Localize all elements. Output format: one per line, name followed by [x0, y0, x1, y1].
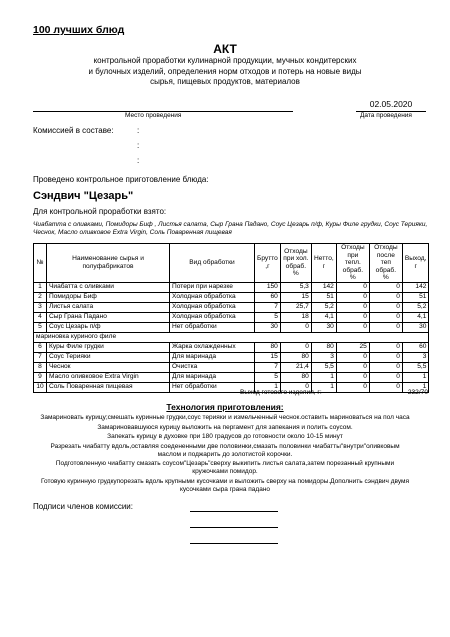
commission-colon: : — [137, 126, 140, 135]
cell-netto: 30 — [311, 322, 336, 332]
cell-processing: Жарка охлажденных — [170, 342, 255, 352]
cell-netto: 5,2 — [311, 302, 336, 312]
act-subtitle-line: и булочных изделий, определения норм отходов и потерь на новые виды — [88, 66, 362, 76]
cell-brutto: 7 — [255, 302, 281, 312]
cell-waste-after: 0 — [369, 372, 402, 382]
cell-processing: Холодная обработка — [170, 292, 255, 302]
col-output: Выход, г — [402, 244, 429, 283]
place-label: Место проведения — [125, 112, 182, 119]
section-label: мариновка куриного филе — [34, 332, 429, 342]
table-row — [34, 292, 429, 302]
cell-waste-cold: 15 — [280, 292, 311, 302]
cell-num: 5 — [34, 322, 47, 332]
commission-colon: : — [137, 141, 140, 150]
cell-waste-cold: 0 — [280, 382, 311, 392]
technology-line: Разрезать чиабатту вдоль,оставляя соедененными две половинки,смазать половинки чиабатты"внутри"оливковым маслом и поджарить до золотистой корочки. — [50, 442, 400, 458]
col-brutto: Брутто ,г — [255, 244, 281, 283]
cell-netto: 5,5 — [311, 362, 336, 372]
cell-brutto: 80 — [255, 342, 281, 352]
signature-line — [190, 511, 278, 512]
cell-waste-hot: 0 — [336, 282, 369, 292]
col-name: Наименование сырья и полуфабрикатов — [47, 244, 170, 283]
signature-line — [190, 527, 278, 528]
table-row — [34, 322, 429, 332]
act-subtitle-line: сырья, пищевых продуктов, материалов — [150, 77, 300, 86]
ingredients-table — [33, 243, 429, 393]
cell-name: Куры Филе грудки — [47, 342, 170, 352]
cell-num: 7 — [34, 352, 47, 362]
technology-line: Подготовленную чиабатту смазать соусом"Цезарь"сверху выкипить листья салата,затем порезанный крупными кружочками помидор. — [55, 460, 395, 475]
technology-line: Замариновать курицу;смешать куринные грудки,соус терияки и измельченный чеснок.оставить мариноваться на пол часа — [40, 414, 410, 421]
cell-waste-hot: 25 — [336, 342, 369, 352]
technology-line: Замариновавшуюся курицу выложить на пергамент для запекания и полить соусом. — [97, 423, 353, 431]
cell-name: Соль Поваренная пищевая — [47, 382, 170, 392]
cell-netto: 1 — [311, 372, 336, 382]
cell-output: 51 — [402, 292, 429, 302]
table-row — [34, 352, 429, 362]
col-waste-cold: Отходы при хол. обраб. % — [280, 244, 311, 283]
cell-waste-cold: 18 — [280, 312, 311, 322]
cell-name: Сыр Грана Падано — [47, 312, 170, 322]
cell-waste-after: 0 — [369, 302, 402, 312]
col-waste-after: Отходы после теп обраб. % — [369, 244, 402, 283]
cell-brutto: 15 — [255, 352, 281, 362]
col-num: № — [34, 244, 47, 283]
cell-output: 60 — [402, 342, 429, 352]
date-label: Дата проведения — [360, 112, 412, 119]
cell-waste-hot: 0 — [336, 362, 369, 372]
table-row — [34, 312, 429, 322]
preparation-text: Проведено контрольное приготовление блюда: — [33, 175, 209, 184]
cell-netto: 80 — [311, 342, 336, 352]
cell-name: Листья салата — [47, 302, 170, 312]
technology-text — [40, 414, 410, 495]
cell-output: 3 — [402, 352, 429, 362]
cell-waste-hot: 0 — [336, 312, 369, 322]
cell-brutto: 7 — [255, 362, 281, 372]
cell-processing: Очистка — [170, 362, 255, 372]
cell-netto: 3 — [311, 352, 336, 362]
ingredients-note: Чиабатта с оливками, Помидоры Биф , Листья салата, Сыр Грана Падано, Соус Цезарь п/ф, Куры Филе грудки, Соус Терияки, Чеснок, Масло оливковое Extra Virgin, Соль Поваренная пищевая — [33, 221, 428, 236]
cell-waste-after: 0 — [369, 322, 402, 332]
commission-colon: : — [137, 156, 140, 165]
cell-waste-after: 0 — [369, 342, 402, 352]
cell-name: Чеснок — [47, 362, 170, 372]
cell-num: 1 — [34, 282, 47, 292]
table-header-row — [34, 244, 429, 283]
cell-num: 8 — [34, 362, 47, 372]
cell-num: 9 — [34, 372, 47, 382]
cell-processing: Холодная обработка — [170, 302, 255, 312]
cell-processing: Нет обработки — [170, 382, 255, 392]
cell-netto: 1 — [311, 382, 336, 392]
cell-num: 10 — [34, 382, 47, 392]
technology-line: Запекать курицу в духовке при 180 градусов до готовности около 10-15 минут — [107, 433, 343, 440]
taken-label: Для контрольной проработки взято: — [33, 207, 167, 216]
cell-brutto: 1 — [255, 382, 281, 392]
cell-netto: 51 — [311, 292, 336, 302]
cell-brutto: 30 — [255, 322, 281, 332]
cell-waste-after: 0 — [369, 362, 402, 372]
cell-waste-hot: 0 — [336, 352, 369, 362]
cell-output: 4,1 — [402, 312, 429, 322]
table-row — [34, 372, 429, 382]
cell-output: 5,5 — [402, 362, 429, 372]
col-waste-hot: Отходы при тепл. обраб. % — [336, 244, 369, 283]
cell-netto: 142 — [311, 282, 336, 292]
section-row — [34, 332, 429, 342]
cell-processing: Для маринада — [170, 372, 255, 382]
table-row — [34, 342, 429, 352]
cell-num: 4 — [34, 312, 47, 322]
cell-waste-cold: 0 — [280, 322, 311, 332]
table-row — [34, 362, 429, 372]
yield-label: Выход готового изделия, г: — [240, 389, 322, 396]
cell-netto: 4,1 — [311, 312, 336, 322]
technology-title: Технология приготовления: — [166, 402, 284, 412]
col-processing: Вид обработки — [170, 244, 255, 283]
cell-waste-cold: 80 — [280, 352, 311, 362]
cell-num: 3 — [34, 302, 47, 312]
cell-processing: Для маринада — [170, 352, 255, 362]
table-row — [34, 302, 429, 312]
cell-output: 142 — [402, 282, 429, 292]
cell-output: 1 — [402, 372, 429, 382]
cell-waste-after: 0 — [369, 282, 402, 292]
cell-waste-cold: 80 — [280, 372, 311, 382]
cell-waste-hot: 0 — [336, 382, 369, 392]
cell-processing: Нет обработки — [170, 322, 255, 332]
cell-processing: Потери при нарезке — [170, 282, 255, 292]
cell-waste-cold: 21,4 — [280, 362, 311, 372]
cell-waste-cold: 25,7 — [280, 302, 311, 312]
cell-name: Чиабатта с оливками — [47, 282, 170, 292]
cell-name: Соус Терияки — [47, 352, 170, 362]
cell-output: 1 — [402, 382, 429, 392]
table-body-b — [34, 342, 429, 392]
cell-brutto: 5 — [255, 312, 281, 322]
cell-waste-cold: 5,3 — [280, 282, 311, 292]
technology-line: Готовую куринную грудкупорезать вдоль крупными кусочками и выложить сверху на помидоры.Дополнить сэндвич двумя кусочками сыра грана падано — [40, 477, 410, 493]
cell-output: 5,2 — [402, 302, 429, 312]
cell-name: Соус Цезарь п/ф — [47, 322, 170, 332]
cell-name: Помидоры Биф — [47, 292, 170, 302]
act-title: АКТ — [213, 42, 237, 56]
cell-brutto: 150 — [255, 282, 281, 292]
date-value: 02.05.2020 — [369, 99, 413, 109]
cell-waste-cold: 0 — [280, 342, 311, 352]
cell-waste-after: 0 — [369, 352, 402, 362]
act-subtitle — [60, 56, 390, 88]
act-subtitle-line: контрольной проработки кулинарной продукции, мучных кондитерских — [93, 56, 357, 65]
commission-label: Комиссией в составе: — [33, 126, 114, 135]
cell-output: 30 — [402, 322, 429, 332]
cell-name: Масло оливковое Extra Virgin — [47, 372, 170, 382]
cell-waste-hot: 0 — [336, 372, 369, 382]
table-row — [34, 282, 429, 292]
cell-waste-after: 0 — [369, 382, 402, 392]
table-body-a — [34, 282, 429, 332]
cell-waste-after: 0 — [369, 312, 402, 322]
cell-waste-hot: 0 — [336, 292, 369, 302]
col-netto: Нетто, г — [311, 244, 336, 283]
dish-name: Сэндвич "Цезарь" — [33, 190, 134, 202]
signatures-label: Подписи членов комиссии: — [33, 502, 133, 511]
cell-num: 6 — [34, 342, 47, 352]
cell-waste-hot: 0 — [336, 302, 369, 312]
table-row — [34, 382, 429, 392]
cell-brutto: 60 — [255, 292, 281, 302]
site-title: 100 лучших блюд — [33, 24, 125, 36]
cell-processing: Холодная обработка — [170, 312, 255, 322]
signature-line — [190, 543, 278, 544]
cell-waste-hot: 0 — [336, 322, 369, 332]
yield-value: 232/70 — [407, 389, 428, 396]
cell-brutto: 5 — [255, 372, 281, 382]
cell-waste-after: 0 — [369, 292, 402, 302]
cell-num: 2 — [34, 292, 47, 302]
